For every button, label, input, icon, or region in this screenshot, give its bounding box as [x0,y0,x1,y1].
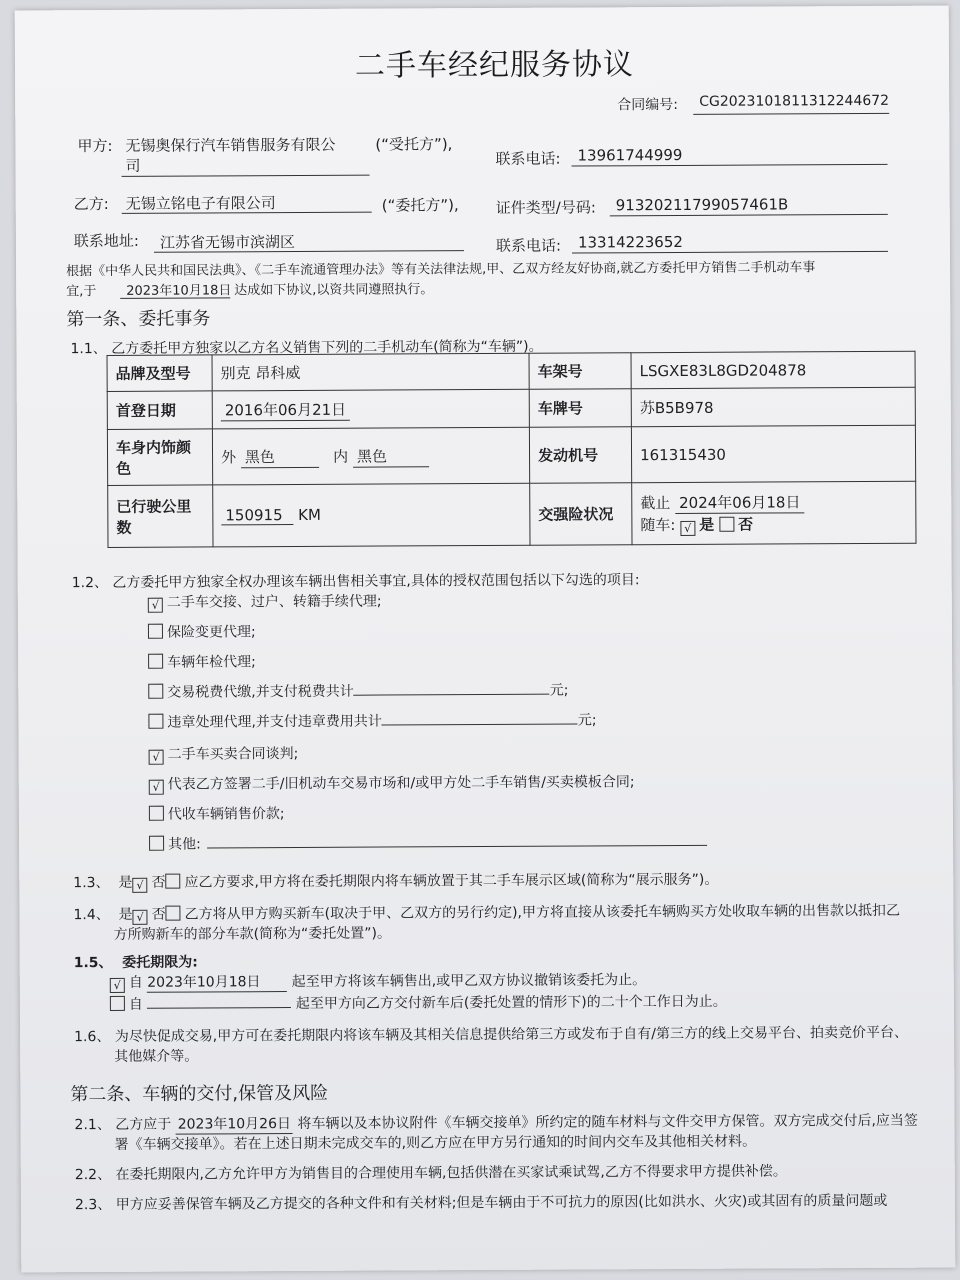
engine-value: 161315430 [631,425,915,482]
option-label: 二手车交接、过户、转籍手续代理; [166,593,382,611]
color-label [107,429,212,486]
clause-1-3-yes-checkbox[interactable]: √ [132,878,147,893]
party-a-phone-label: 联系电话: [495,149,561,168]
insurance-until-row [640,490,907,513]
contract-no-label: 合同编号: [617,96,678,114]
engine-label: 发动机号 [529,427,631,484]
vehicle-info-table [107,351,917,548]
option-label: 违章处理代理,并支付违章费用共计 [167,713,382,731]
clause-1-2-intro: 1.2、 乙方委托甲方独家全权办理该车辆出售相关事宜,具体的授权范围包括以下勾选的项目: [71,572,640,592]
reg-date-label: 首登日期 [107,391,212,430]
intro-date: 2023年10月18日 [126,283,232,299]
term-option-2-checkbox[interactable] [110,996,125,1011]
brand-label: 品牌及型号 [107,355,212,392]
tax-amount-blank[interactable] [354,680,550,696]
clause-1-4-yes: 是 [118,906,133,923]
term-option-2 [110,991,727,1014]
exterior-prefix: 外 [220,447,237,466]
party-a-phone: 13961744999 [577,145,683,165]
clause-1-5-heading: 委托期限为: [122,954,198,971]
address-underline [154,250,464,253]
clause-1-4-num: 1.4、 [73,906,110,924]
insurance-yes-label: 是 [699,515,715,534]
option-checkbox[interactable] [149,836,164,851]
color-label-line2: 色 [116,459,132,478]
clause-2-1-prefix: 2.1、 乙方应于 [74,1116,172,1134]
clause-1-4-no: 否 [151,906,166,923]
other-blank[interactable] [207,831,707,849]
party-b-role: (“委托方”), [381,196,459,215]
clause-1-3-yes: 是 [118,874,133,891]
clause-1-3-no-checkbox[interactable] [165,874,180,889]
address-value: 江苏省无锡市滨湖区 [159,232,295,252]
term-option-2-prefix: 自 [128,996,143,1013]
clause-1-3-no: 否 [151,874,166,891]
interior-prefix: 内 [333,447,349,466]
mileage-unit: KM [298,505,321,524]
party-a-name-line1: 无锡奥保行汽车销售服务有限公 [125,135,336,155]
clause-1-4-text1: 乙方将从甲方购买新车(取决于甲、乙双方的另行约定),甲方将直接从该委托车辆购买方处收取车辆的出售款以抵扣乙 [184,902,901,923]
contract-no-value: CG2023101811312244672 [699,92,890,110]
option-label: 车辆年检代理; [167,654,256,671]
term-option-1-checkbox[interactable]: √ [110,978,125,993]
table-row [107,351,915,391]
reg-date-cell [212,389,529,429]
mileage-value: 150915 [221,506,293,525]
mileage-label [108,485,213,548]
term-option-2-date-blank[interactable] [147,993,291,1009]
party-b-phone-label: 联系电话: [495,236,562,255]
color-cell [212,427,529,485]
option-checkbox[interactable] [149,806,164,821]
option-suffix: 元; [577,712,597,729]
clause-1-6-line1: 1.6、 为尽快促成交易,甲方可在委托期限内将该车辆及其相关信息提供给第三方或发布于自有/第三方的线上交易平台、拍卖竞价平台、 [74,1024,909,1046]
intro-line1: 根据《中华人民共和国民法典》、《二手车流通管理办法》等有关法律法规,甲、乙双方经友好协商,就乙方委托甲方销售二手机动车事 [66,260,816,280]
mileage-label-line2: 数 [116,518,132,537]
intro-line2-suffix: 达成如下协议,以资共同遵照执行。 [234,282,434,299]
party-b-name: 无锡立铭电子有限公司 [125,194,276,213]
insurance-yes-checkbox[interactable]: √ [680,520,695,535]
term-option-1-date: 2023年10月18日 [147,971,287,993]
option-inspection [148,651,256,672]
mileage-label-line1: 已行驶公里 [116,497,192,516]
term-option-1 [110,969,646,993]
clause-2-1-text: 将车辆以及本协议附件《车辆交接单》所约定的随车材料与文件交甲方保管。双方完成交付后,应当签 [297,1112,918,1132]
exterior-color: 黑色 [241,445,319,467]
vin-label: 车架号 [529,353,631,390]
term-option-1-text: 起至甲方将该车辆售出,或甲乙双方协议撤销该委托为止。 [291,972,647,991]
clause-2-1-date: 2023年10月26日 [176,1113,293,1135]
option-negotiation [149,743,299,765]
option-label: 其他: [168,836,201,853]
clause-1-6-line2: 其他媒介等。 [114,1048,199,1065]
clause-1-3 [73,869,718,893]
option-checkbox[interactable]: √ [149,750,164,765]
section2-heading: 第二条、车辆的交付,保管及风险 [70,1082,329,1106]
table-row [107,425,915,485]
table-row [108,481,916,547]
contract-no-underline [693,113,889,115]
insurance-cell [632,481,916,544]
party-b-underline [122,212,372,214]
option-checkbox[interactable]: √ [148,598,163,613]
insurance-with-car-label: 随车: [640,515,676,534]
mileage-cell [213,483,530,547]
clause-1-1: 1.1、 乙方委托甲方独家以乙方名义销售下列的二手机动车(简称为“车辆”)。 [70,338,543,358]
party-b-phone: 13314223652 [577,232,683,252]
party-a-label: 甲方: [77,136,113,156]
clause-1-4-text2: 方所购新车的部分车款(简称为“委托处置”)。 [113,925,392,943]
term-option-1-prefix: 自 [128,974,143,991]
option-checkbox[interactable] [148,654,163,669]
option-checkbox[interactable] [148,624,163,639]
party-a-underline [122,175,370,177]
insurance-until-date: 2024年06月18日 [675,491,804,514]
plate-label: 车牌号 [529,389,631,428]
insurance-label: 交强险状况 [530,483,632,546]
table-row [107,387,915,429]
color-label-line1: 车身内饰颜 [115,438,192,457]
option-label: 代表乙方签署二手/旧机动车交易市场和/或甲方处二手车销售/买卖模板合同; [167,774,635,793]
option-label: 代收车辆销售价款; [167,806,285,823]
clause-1-3-text: 应乙方要求,甲方将在委托期限内将车辆放置于其二手车展示区域(简称为“展示服务”)。 [184,871,719,891]
option-suffix: 元; [549,682,569,699]
option-insurance [148,621,256,642]
insurance-no-label: 否 [737,515,754,534]
party-a-role: (“受托方”), [375,135,453,154]
option-transfer [148,591,382,613]
option-label: 二手车买卖合同谈判; [167,745,299,763]
clause-2-3: 2.3、 甲方应妥善保管车辆及乙方提交的各种文件和有关材料;但是车辆由于不可抗力的原因(比如洪水、火灾)或其固有的质量问题或 [74,1192,888,1214]
party-b-id-label: 证件类型/号码: [495,198,596,217]
clause-1-3-num: 1.3、 [73,874,110,892]
address-label: 联系地址: [73,231,140,251]
option-sign-contract [149,771,635,795]
section1-heading: 第一条、委托事务 [66,308,211,331]
vin-value: LSGXE83L8GD204878 [631,351,915,388]
option-checkbox[interactable]: √ [149,780,164,795]
contract-page [15,6,956,1273]
clause-1-4 [73,900,900,925]
clause-1-4-yes-checkbox[interactable]: √ [133,910,148,925]
intro-line2-prefix: 宜,于 [66,284,97,300]
option-other [149,831,707,854]
option-violation [148,709,596,731]
option-label: 保险变更代理; [166,624,256,641]
option-tax [148,680,568,702]
party-b-label: 乙方: [73,194,109,214]
clause-1-5-title [74,952,198,973]
clause-2-1-line2: 署《车辆交接单》。若在上述日期未完成交车的,则乙方应在甲方另行通知的时间内交车及其他相关材料。 [114,1133,757,1153]
party-b-id: 91320211799057461B [615,195,789,215]
insurance-no-checkbox[interactable] [719,516,734,531]
reg-date-value: 2016年06月21日 [221,398,350,421]
term-option-2-text: 起至甲方向乙方交付新车后(委托处置的情形下)的二十个工作日为止。 [295,993,727,1012]
option-checkbox[interactable] [148,684,163,699]
insurance-until-prefix: 截止 [640,493,671,512]
plate-value: 苏B5B978 [631,387,915,426]
clause-2-2: 2.2、 在委托期限内,乙方允许甲方为销售目的合理使用车辆,包括供潜在买家试乘试驾,乙方不得要求甲方提供补偿。 [74,1163,787,1184]
option-checkbox[interactable] [148,714,163,729]
party-a-name-line2: 司 [125,156,141,175]
document-title: 二手车经纪服务协议 [354,47,635,84]
brand-value: 别克 昂科威 [212,353,529,391]
clause-1-5-num: 1.5、 [73,954,113,972]
violation-amount-blank[interactable] [382,710,578,726]
party-b-id-underline [610,214,888,216]
option-label: 交易税费代缴,并支付税费共计 [167,683,354,701]
interior-color: 黑色 [353,445,429,467]
intro-date-underline [120,297,230,299]
insurance-with-car-row [640,512,907,535]
clause-1-4-no-checkbox[interactable] [166,906,181,921]
option-collect-payment [149,803,285,824]
